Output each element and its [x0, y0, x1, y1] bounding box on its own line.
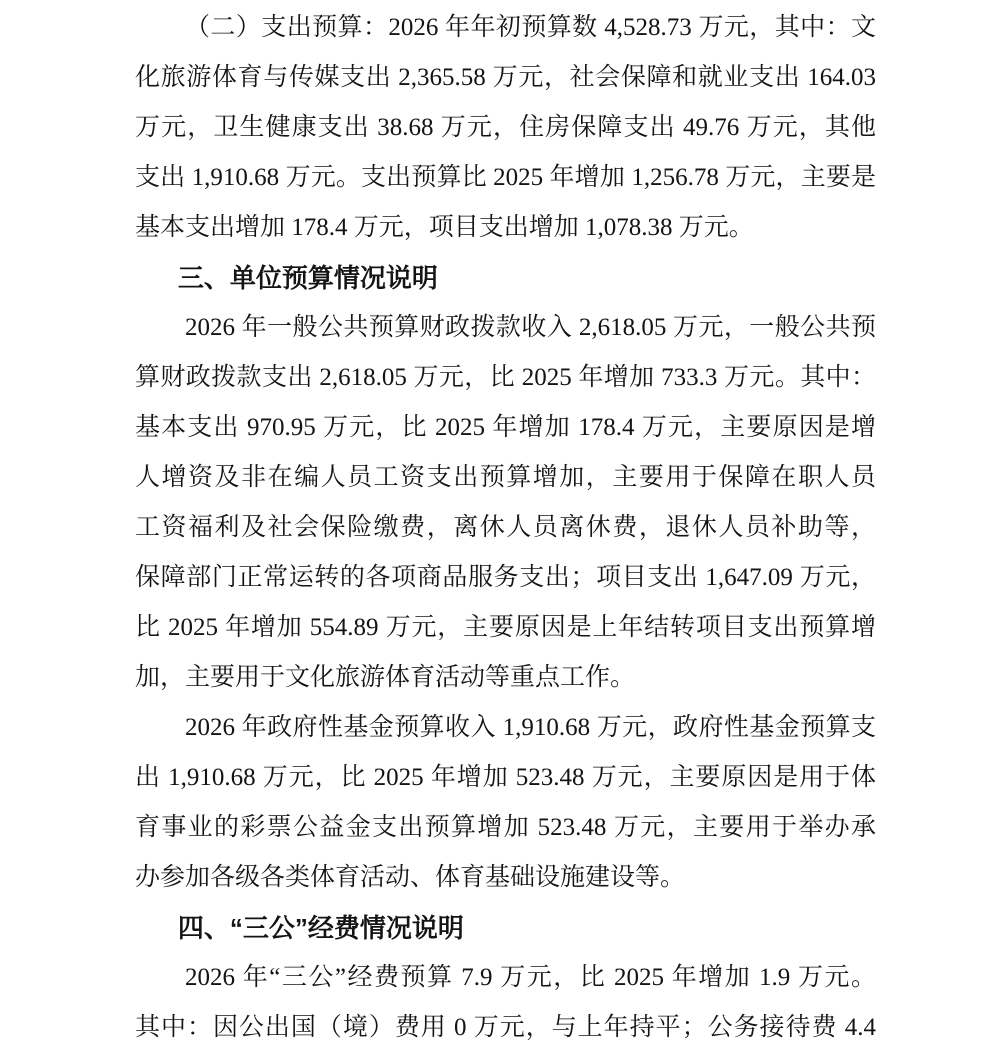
text-line: 人增资及非在编人员工资支出预算增加，主要用于保障在职人员: [135, 464, 876, 491]
text-line: 2026 年一般公共预算财政拨款收入 2,618.05 万元，一般公共预: [185, 314, 876, 341]
text-line: 基本支出增加 178.4 万元，项目支出增加 1,078.38 万元。: [135, 214, 754, 241]
text-line: 2026 年“三公”经费预算 7.9 万元，比 2025 年增加 1.9 万元。: [185, 964, 876, 991]
text-line: 育事业的彩票公益金支出预算增加 523.48 万元，主要用于举办承: [135, 814, 876, 841]
text-line: （二）支出预算：2026 年年初预算数 4,528.73 万元，其中：文: [185, 14, 876, 41]
document-body: [135, 3, 876, 1053]
text-line: 支出 1,910.68 万元。支出预算比 2025 年增加 1,256.78 万元，主要是: [135, 164, 876, 191]
text-line: 办参加各级各类体育活动、体育基础设施建设等。: [135, 864, 686, 891]
text-line: 算财政拨款支出 2,618.05 万元，比 2025 年增加 733.3 万元。其中：: [135, 364, 876, 391]
text-line: 万元，卫生健康支出 38.68 万元，住房保障支出 49.76 万元，其他: [135, 114, 876, 141]
section-heading: 三、单位预算情况说明: [177, 263, 438, 293]
section-heading: 四、“三公”经费情况说明: [177, 913, 464, 943]
text-line: 保障部门正常运转的各项商品服务支出；项目支出 1,647.09 万元，: [135, 564, 876, 591]
text-line: 2026 年政府性基金预算收入 1,910.68 万元，政府性基金预算支: [185, 714, 876, 741]
text-line: 化旅游体育与传媒支出 2,365.58 万元，社会保障和就业支出 164.03: [135, 64, 876, 91]
text-line: 其中：因公出国（境）费用 0 万元，与上年持平；公务接待费 4.4: [135, 1014, 876, 1041]
text-line: 工资福利及社会保险缴费，离休人员离休费，退休人员补助等，: [135, 514, 876, 541]
text-line: 加，主要用于文化旅游体育活动等重点工作。: [135, 664, 636, 691]
text-line: 基本支出 970.95 万元，比 2025 年增加 178.4 万元，主要原因是增: [135, 414, 876, 441]
text-line: 出 1,910.68 万元，比 2025 年增加 523.48 万元，主要原因是用于体: [135, 764, 876, 791]
text-line: 比 2025 年增加 554.89 万元，主要原因是上年结转项目支出预算增: [135, 614, 876, 641]
